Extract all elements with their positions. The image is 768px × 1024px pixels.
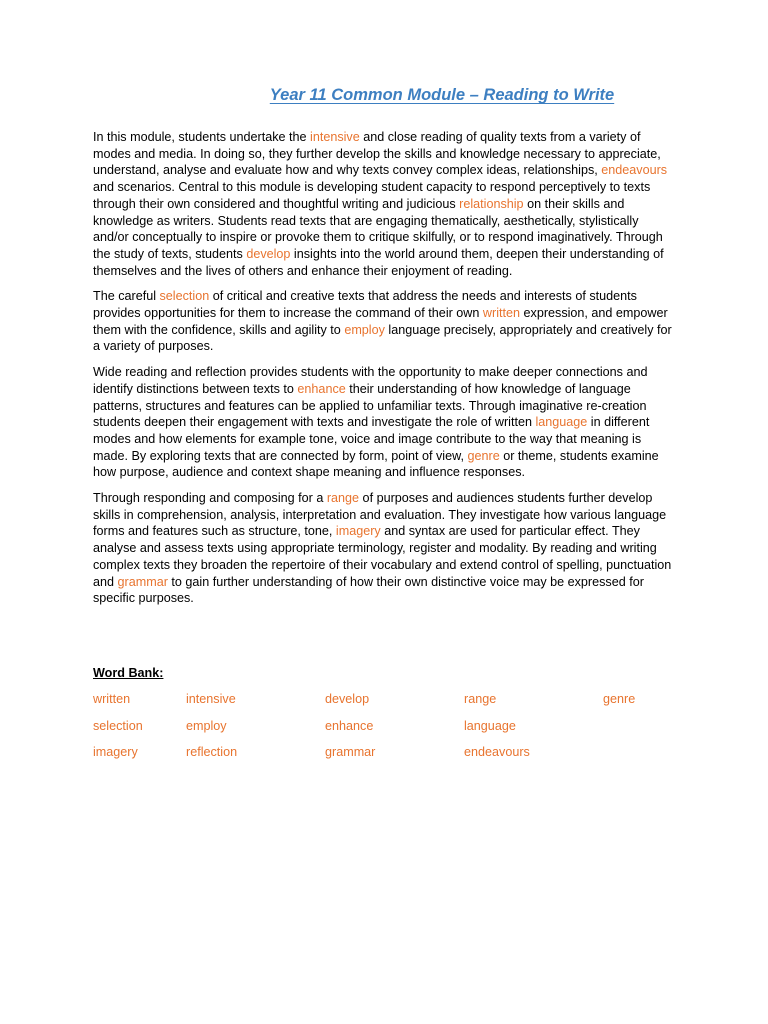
paragraph-text: and syntax are used for particular effect. They analyse and assess texts using appropriate terminology, register and modality. By reading and writing complex texts they broaden the repertoire of their vocabulary and extend control of spelling, punctuation and [93,524,672,589]
paragraph-text: to gain further understanding of how their own distinctive voice may be expressed for specific purposes. [93,574,644,606]
highlighted-word: written [482,306,521,321]
highlighted-word: imagery [335,524,381,539]
paragraph-text: and close reading of quality texts from a variety of modes and media. In doing so, they further develop the skills and knowledge necessary to appreciate, understand, analyse and evaluate how and why texts convey complex ideas, relationships, [93,130,661,178]
paragraph-text: and scenarios. Central to this module is developing student capacity to respond perceptively to texts through their own considered and thoughtful writing and judicious [93,180,651,211]
module-description [93,129,677,616]
paragraph [93,490,677,607]
paragraph [93,288,677,355]
paragraph-text: their understanding of how knowledge of language patterns, structures and features can be applied to unfamiliar texts. Through imaginative re-creation students deepen their engagement with texts and investigate the role of written [93,381,647,430]
paragraph-text: expression, and empower them with the confidence, skills and agility to [93,306,668,337]
word-bank-item: grammar [325,745,376,759]
highlighted-word: selection [159,289,210,304]
word-bank-item: reflection [186,745,238,759]
word-bank-item: language [464,718,516,733]
paragraph-text: The careful [93,289,160,304]
word-bank-item: develop [325,692,370,706]
highlighted-word: enhance [297,381,346,396]
word-bank-item: employ [186,718,227,733]
paragraph-text: Wide reading and reflection provides students with the opportunity to make deeper connections and identify distinctions between texts to [93,365,648,396]
highlighted-word: endeavours [601,163,668,178]
word-bank-item: written [93,692,131,706]
highlighted-word: relationship [459,196,524,211]
highlighted-word: develop [246,246,291,261]
paragraph-text: In this module, students undertake the [93,130,311,144]
word-bank-item: selection [93,718,143,733]
paragraph [93,364,677,481]
word-bank-heading: Word Bank: [93,666,164,680]
word-bank-item: endeavours [464,745,530,759]
highlighted-word: employ [344,322,385,337]
paragraph-text: or theme, students examine how purpose, audience and context shape meaning and influence responses. [93,448,659,480]
word-bank-item: intensive [186,692,236,706]
paragraph-text: of purposes and audiences students further develop skills in comprehension, analysis, interpretation and evaluation. They investigate how various language forms and features such as structure, tone, [93,491,667,539]
highlighted-word: language [535,415,588,430]
word-bank-item [603,745,683,772]
paragraph-text: Through responding and composing for a [93,491,327,506]
paragraph-text: in different modes and how elements for example tone, voice and image contribute to the way that meaning is made. By exploring texts that are connected by form, point of view, [93,415,650,463]
highlighted-word: grammar [117,574,168,589]
paragraph-text: on their skills and knowledge as writers. Students read texts that are engaging thematically, aesthetically, stylistically and/or conceptually to inspire or provoke them to critique skilfully, or to respond imaginatively. Through the study of texts, students [93,196,663,261]
paragraph-text: of critical and creative texts that address the needs and interests of students provides opportunities for them to increase the command of their own [93,289,637,321]
word-bank-item: enhance [325,718,374,733]
highlighted-word: intensive [310,130,360,144]
word-bank-item: imagery [93,745,138,759]
paragraph-text: insights into the world around them, deepen their understanding of themselves and the lives of others and enhance their enjoyment of reading. [93,246,664,278]
paragraph [93,129,677,279]
word-bank-grid [93,692,683,772]
paragraph-text: language precisely, appropriately and creatively for a variety of purposes. [93,322,672,354]
highlighted-word: range [326,491,360,506]
word-bank-item [603,719,683,746]
word-bank-item: genre [603,692,636,706]
highlighted-word: genre [467,448,500,463]
word-bank-item: range [464,692,497,706]
page-title: Year 11 Common Module – Reading to Write [269,86,615,104]
